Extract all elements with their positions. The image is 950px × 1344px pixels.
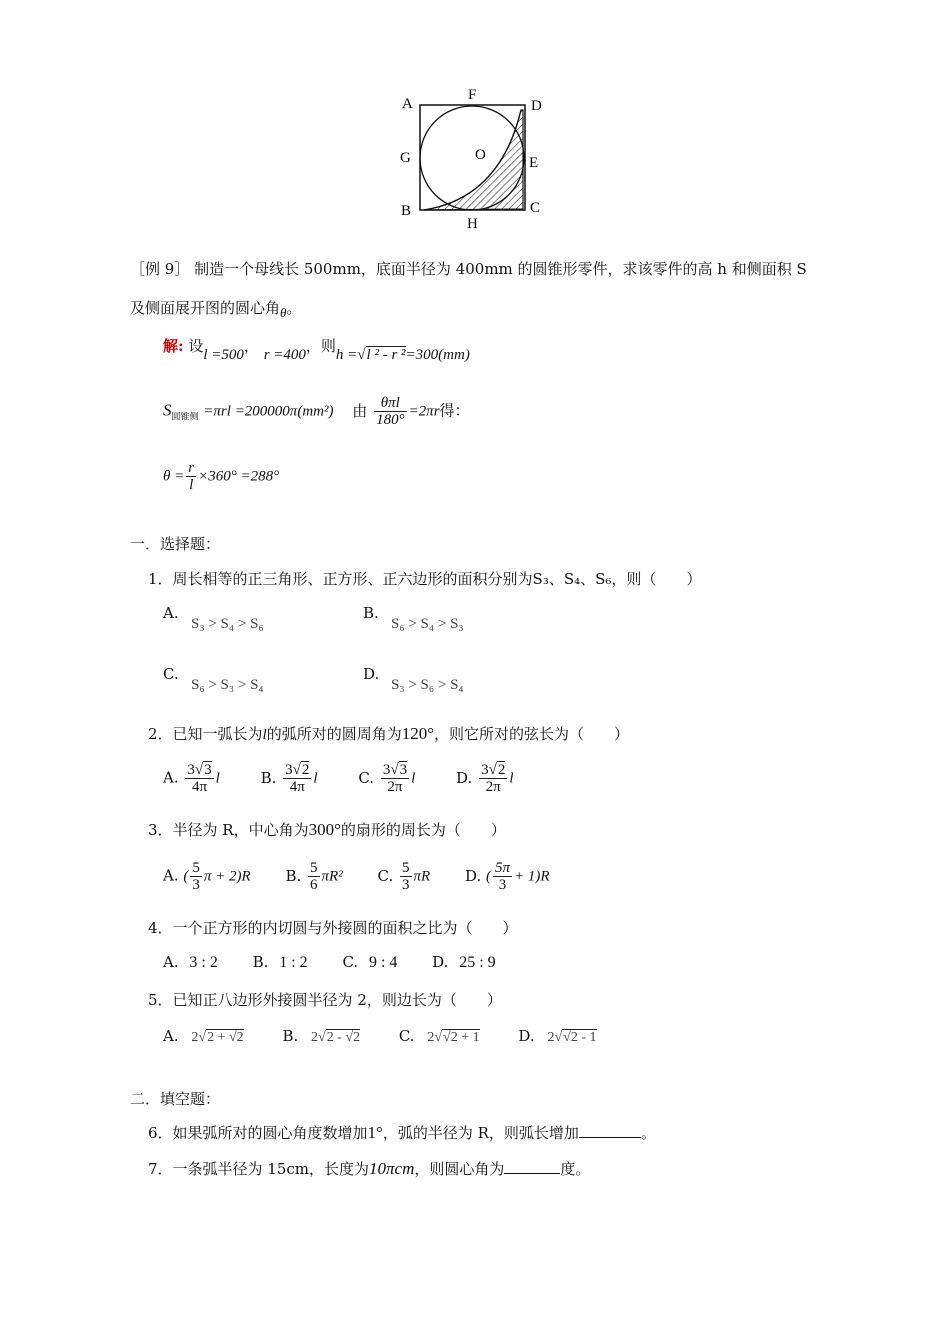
solution-line1: [163, 335, 470, 364]
label-H: H: [467, 216, 478, 232]
q3-options: A. ( $\frac{5}{3}$ π + 2)R B. $\frac{5}{6}$ πR² C. $\frac{5}{3}$ πR D. ( $\frac{5\pi}{3}$ + 1)R: [163, 860, 550, 893]
shaded-region: [424, 110, 523, 210]
solution-line2: [163, 395, 470, 428]
example-9-line1: ［例 9］ 制造一个母线长 500mm，底面半径为 400mm 的圆锥形零件，求该零件的高 h 和侧面积 S: [130, 260, 807, 278]
q4-option-c: 9 : 4: [368, 954, 398, 971]
label-A: A: [402, 96, 413, 112]
q3-option-c-fraction: $\frac{5}{3}$: [402, 860, 410, 893]
q3-angle: 300°: [308, 820, 341, 839]
q1-option-c-letter: C.: [163, 665, 179, 683]
s-expression: =πrl =200000π(mm²): [203, 403, 334, 420]
set-word: 设: [188, 337, 204, 355]
q6-post: ，弧的半径为 R，则弧长增加: [382, 1124, 579, 1142]
q3-text: [148, 819, 506, 840]
period: 。: [286, 299, 302, 317]
example-9-line2: [130, 297, 301, 321]
h-radicand: l ² - r ²: [366, 347, 406, 363]
q3-option-a-fraction: $\frac{5}{3}$: [192, 860, 200, 893]
label-B: B: [401, 203, 412, 219]
q3-post: 的扇形的周长为（ ）: [340, 821, 506, 839]
geometry-figure: [390, 80, 560, 240]
q6-answer-blank[interactable]: [579, 1123, 641, 1138]
h-value: =300(mm): [405, 347, 470, 363]
fraction-denominator: 180°: [376, 412, 405, 428]
q6-angle: 1°: [367, 1123, 383, 1142]
q2-option-c-fraction: $\frac{3√3}{2\pi}$: [382, 762, 408, 795]
comma: ，: [243, 337, 259, 355]
label-E: E: [529, 155, 539, 171]
q2-text: [148, 723, 629, 744]
q6-end: 。: [640, 1124, 656, 1142]
q4-option-d: 25 : 9: [459, 954, 496, 971]
theta-symbol: θ: [280, 305, 287, 320]
q5-option-c-letter: C.: [398, 1027, 415, 1045]
q2-pre: 2．已知一弧长为: [148, 725, 263, 743]
q1-option-b-letter: B.: [363, 604, 379, 622]
s-subscript: 圆锥侧: [171, 412, 199, 423]
get-word: 得：: [439, 401, 470, 420]
example-9-text: 及侧面展开图的圆心角: [130, 299, 281, 317]
angle-fraction: [374, 395, 407, 428]
l-equation: l =500: [203, 347, 244, 363]
fraction-rhs: =2πr: [408, 403, 440, 420]
q1-option-a-letter: A.: [163, 604, 179, 622]
q2-option-a-fraction: $\frac{3√3}{4\pi}$: [187, 762, 212, 795]
q5-text: 5．已知正八边形外接圆半径为 2，则边长为（ ）: [148, 991, 502, 1009]
q4-option-c-letter: C.: [342, 953, 359, 971]
q4-option-b: 1 : 2: [279, 954, 308, 971]
q3-option-b-letter: B.: [285, 866, 302, 885]
q4-option-a: 3 : 2: [189, 954, 218, 971]
q5-option-d-letter: D.: [518, 1027, 535, 1045]
q2-option-d-fraction: $\frac{3√2}{2\pi}$: [481, 762, 506, 795]
label-D: D: [531, 98, 542, 114]
q3-pre: 3．半径为 R，中心角为: [148, 821, 309, 839]
q1-option-d-letter: D.: [363, 665, 380, 683]
q4-option-d-letter: D.: [432, 953, 449, 971]
q3-option-c-letter: C.: [377, 866, 394, 885]
q2-option-c-letter: C.: [358, 768, 375, 787]
q6-text: [148, 1122, 656, 1143]
q6-pre: 6．如果弧所对的圆心角度数增加: [148, 1124, 368, 1142]
q3-option-d-fraction: $\frac{5\pi}{3}$: [495, 860, 511, 893]
q4-option-b-letter: B.: [252, 953, 269, 971]
q1-text: 1．周长相等的正三角形、正方形、正六边形的面积分别为S₃、S₄、S₆，则（ ）: [148, 570, 702, 588]
label-C: C: [530, 200, 541, 216]
q5-option-a: 2√2 + √2: [191, 1030, 244, 1045]
q2-l: l: [262, 727, 267, 743]
q3-option-b-fraction: $\frac{5}{6}$: [310, 860, 318, 893]
h-radical: √l ² - r ²: [357, 347, 406, 363]
theta-denominator: l: [189, 477, 194, 493]
q4-option-a-letter: A.: [163, 953, 179, 971]
by-word: 由: [352, 401, 368, 420]
q5-option-a-letter: A.: [163, 1027, 179, 1045]
theta-rhs: ×360° =288°: [198, 468, 280, 485]
theta-fraction: [186, 460, 196, 493]
q5-option-d: 2√√2 - 1: [547, 1030, 597, 1045]
q2-angle: 120°: [401, 724, 435, 743]
q2-option-b-fraction: $\frac{3√2}{4\pi}$: [285, 762, 310, 795]
q2-options: A. $\frac{3√3}{4\pi}$ l B. $\frac{3√2}{4\pi}$ l C. $\frac{3√3}{2\pi}$ l D. $\frac{3√2}{2\pi}$ l: [163, 762, 514, 795]
q7-end: 度。: [560, 1160, 591, 1178]
q7-post: ，则圆心角为: [414, 1160, 505, 1178]
q2-mid: 的弧所对的圆周角为: [266, 725, 402, 743]
q1-option-b: S₆ > S₄ > S₃: [391, 616, 464, 632]
q7-pre: 7．一条弧半径为 15cm，长度为: [148, 1160, 370, 1178]
q5-option-c: 2√√2 + 1: [427, 1030, 480, 1045]
q3-option-d-letter: D.: [464, 866, 482, 885]
q2-option-d-letter: D.: [456, 768, 473, 787]
q7-length: 10πcm: [369, 1159, 415, 1178]
section-2-title: 二．填空题：: [130, 1090, 221, 1108]
label-O: O: [475, 147, 486, 163]
q7-answer-blank[interactable]: [504, 1159, 560, 1174]
q5-option-b: 2√2 - √2: [311, 1030, 361, 1045]
fraction-numerator: θπl: [374, 395, 407, 412]
q2-option-a-letter: A.: [163, 768, 179, 787]
q1-option-c: S₆ > S₃ > S₄: [191, 677, 264, 693]
theta-numerator: r: [188, 460, 195, 476]
then-word: ，则: [305, 337, 336, 355]
q5-option-b-letter: B.: [282, 1027, 299, 1045]
section-1-title: 一．选择题：: [130, 535, 221, 553]
q4-text: 4．一个正方形的内切圆与外接圆的面积之比为（ ）: [148, 919, 518, 937]
label-G: G: [400, 150, 411, 166]
theta-lhs: θ =: [163, 468, 185, 485]
h-lhs: h =: [335, 347, 358, 363]
q5-options: [163, 1027, 597, 1046]
r-equation: r =400: [263, 347, 306, 363]
q1-option-a: S₃ > S₄ > S₆: [191, 616, 264, 632]
q3-option-a-letter: A.: [163, 866, 179, 885]
solution-line3: [163, 460, 279, 493]
s-label: S: [163, 400, 172, 420]
q7-text: [148, 1158, 590, 1179]
q2-post: ，则它所对的弦长为（ ）: [434, 725, 630, 743]
q2-option-b-letter: B.: [260, 768, 277, 787]
q1-option-d: S₃ > S₆ > S₄: [391, 677, 464, 693]
label-F: F: [468, 87, 477, 103]
q4-options: [163, 953, 496, 972]
solution-label: 解:: [163, 337, 184, 355]
